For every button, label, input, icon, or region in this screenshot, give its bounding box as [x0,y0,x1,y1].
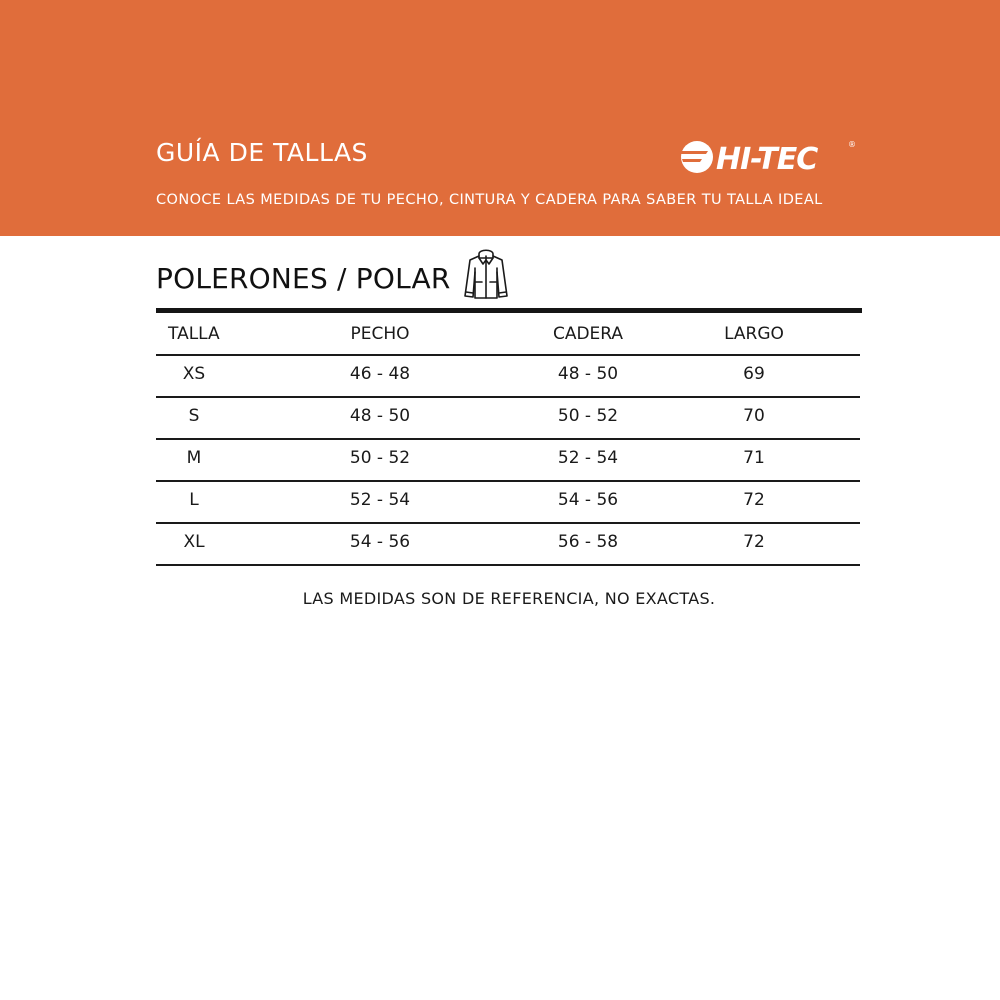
jacket-icon [460,246,512,302]
cell-pecho: 46 - 48 [232,355,528,397]
table-row [156,355,860,397]
cell-pecho: 52 - 54 [232,481,528,523]
hitec-logo [678,134,864,180]
cell-cadera: 50 - 52 [528,397,648,439]
table-row [156,439,860,481]
column-header-largo: LARGO [648,313,860,355]
column-header-cadera: CADERA [528,313,648,355]
cell-largo: 71 [648,439,860,481]
cell-cadera: 48 - 50 [528,355,648,397]
footnote: LAS MEDIDAS SON DE REFERENCIA, NO EXACTAS. [302,589,716,608]
table-row [156,397,860,439]
cell-pecho: 54 - 56 [232,523,528,565]
table-row [156,481,860,523]
hitec-swoosh-logo-icon [681,141,713,173]
cell-largo: 69 [648,355,860,397]
page-subtitle: CONOCE LAS MEDIDAS DE TU PECHO, CINTURA Y CADERA PARA SABER TU TALLA IDEAL [156,192,823,208]
registered-mark: ® [848,140,856,149]
section-title: POLERONES / POLAR [156,262,451,295]
cell-cadera: 54 - 56 [528,481,648,523]
cell-talla: M [156,439,232,481]
cell-talla: S [156,397,232,439]
table-row [156,523,860,565]
table-header-row [156,313,860,355]
cell-cadera: 52 - 54 [528,439,648,481]
cell-talla: XS [156,355,232,397]
page-title: GUÍA DE TALLAS [156,138,368,167]
cell-talla: L [156,481,232,523]
column-header-talla: TALLA [156,313,232,355]
cell-largo: 70 [648,397,860,439]
cell-talla: XL [156,523,232,565]
cell-largo: 72 [648,523,860,565]
size-table [156,313,860,566]
cell-pecho: 48 - 50 [232,397,528,439]
cell-largo: 72 [648,481,860,523]
cell-cadera: 56 - 58 [528,523,648,565]
logo-text: HI-TEC [716,142,818,177]
column-header-pecho: PECHO [232,313,528,355]
header-banner [0,0,1000,236]
cell-pecho: 50 - 52 [232,439,528,481]
